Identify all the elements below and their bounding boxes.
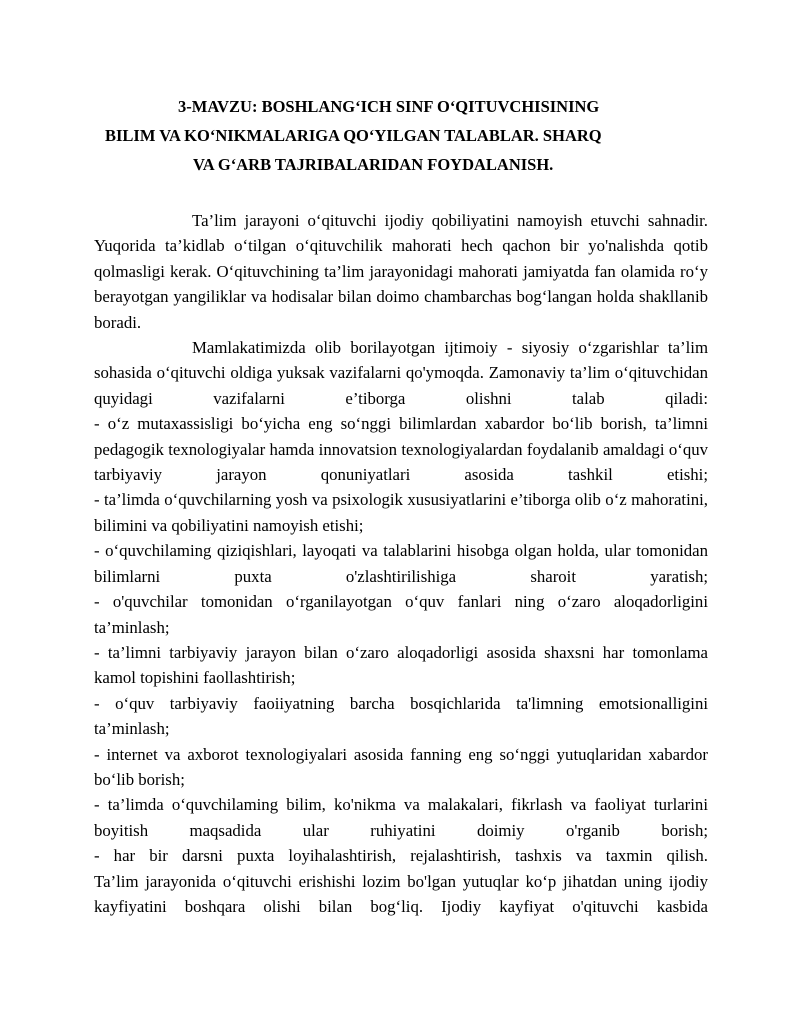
list-item: - ta’limni tarbiyaviy jarayon bilan o‘zaro aloqadorligi asosida shaxsni har tomonlama kamol topishini faollashtirish;	[94, 642, 708, 688]
list-item: - o‘quv tarbiyaviy faoiiyatning barcha bosqichlarida ta'limning emotsionalligini ta’minlash;	[94, 693, 708, 739]
title-line-3: VA G‘ARB TAJRIBALARIDAN FOYDALANISH.	[193, 155, 554, 174]
title-line-1: 3-MAVZU: BOSHLANG‘ICH SINF O‘QITUVCHISINING	[178, 97, 600, 116]
page-title	[90, 92, 710, 179]
list-item: - o'quvchilar tomonidan o‘rganilayotgan o‘quv fanlari ning o‘zaro aloqadorligini ta’minlash;	[94, 592, 708, 637]
list-item: - ta’limda o‘quvchilaming bilim, ko'nikma va malakalari, fikrlash va faoliyat turlarini boyitish maqsadida ular ruhiyatini doimiy o'rganib borish;	[94, 795, 708, 840]
list-item: - ta’limda o‘quvchilarning yosh va psixologik xususiyatlarini e’tiborga olib o‘z mahoratini, bilimini va qobiliyatini namoyish etishi;	[94, 490, 708, 535]
paragraph-closing: Ta’lim jarayonida o‘qituvchi erishishi lozim bo'lgan yutuqlar ko‘p jihatdan uning ijodiy kayfiyatini boshqara olishi bilan bog‘liq. Ijodiy kayfiyat o'qituvchi kasbida	[94, 871, 708, 916]
document-body	[94, 208, 708, 919]
list-item: - internet va axborot texnologiyalari asosida fanning eng so‘nggi yutuqlaridan xabardor bo‘lib borish;	[94, 744, 708, 789]
list-item: - o‘quvchilaming qiziqishlari, layoqati va talablarini hisobga olgan holda, ular tomonidan bilimlarni puxta o'zlashtirilishiga sharoit yaratish;	[94, 541, 708, 586]
paragraph-tasks-intro: Mamlakatimizda olib borilayotgan ijtimoiy - siyosiy o‘zgarishlar ta’lim sohasida o‘qituvchi oldiga yuksak vazifalarni qo'ymoqda. Zamonaviy ta’lim o‘qituvchidan quyidagi vazifalarni e’tiborga olishni talab qiladi:	[94, 338, 708, 408]
paragraph-intro: Ta’lim jarayoni o‘qituvchi ijodiy qobiliyatini namoyish etuvchi sahnadir. Yuqorida ta’kidlab o‘tilgan o‘qituvchilik mahorati hech qachon bir yo'nalishda qotib qolmasligi kerak. O‘qituvchining ta’lim jarayonidagi mahorati jamiyatda fan olamida ro‘y berayotgan yangiliklar va hodisalar bilan doimo chambarchas bog‘langan holda shakllanib boradi.	[94, 211, 708, 332]
list-item: - o‘z mutaxassisligi bo‘yicha eng so‘nggi bilimlardan xabardor bo‘lib borish, ta’limni pedagogik texnologiyalar hamda innovatsion texnologiyalardan foydalanib amaldagi o‘quv tarbiyaviy jarayon qonuniyatlari asosida tashkil etishi;	[94, 414, 708, 485]
title-line-2: BILIM VA KO‘NIKMALARIGA QO‘YILGAN TALABLAR. SHARQ	[105, 126, 602, 145]
list-item: - har bir darsni puxta loyihalashtirish, rejalashtirish, tashxis va taxmin qilish.	[94, 846, 708, 866]
